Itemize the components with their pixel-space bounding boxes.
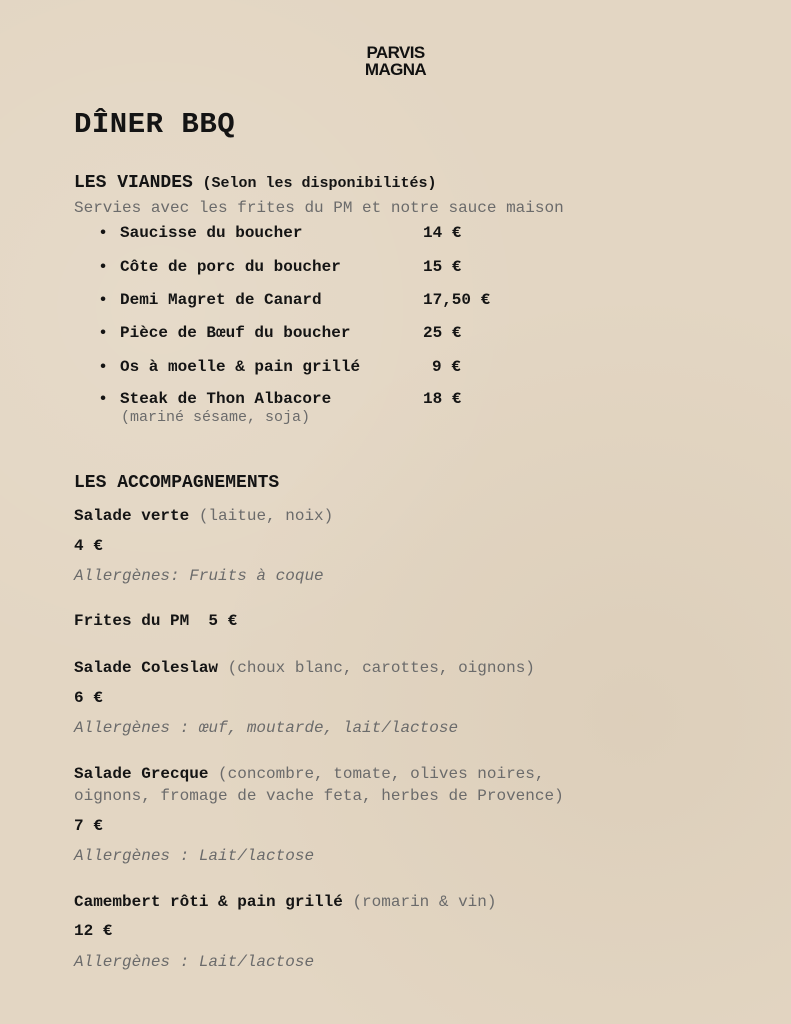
logo-line-2: MAGNA [364,60,427,79]
side-item-heading [74,892,496,912]
side-item-name: Salade Grecque [74,765,209,783]
side-item-allergens: Allergènes: Fruits à coque [74,567,324,585]
side-item-price: 12 € [74,922,113,940]
meat-item-price: 9 € [432,358,461,376]
bullet-icon: • [98,324,108,342]
meat-item-name: Côte de porc du boucher [120,258,341,276]
side-item-price: 5 € [208,612,238,630]
bullet-icon: • [98,358,108,376]
brand-logo [0,44,791,78]
side-item-detail: (laitue, noix) [198,507,334,525]
meat-item-name: Pièce de Bœuf du boucher [120,324,351,342]
bullet-icon: • [98,224,108,242]
side-item-name: Frites du PM [74,612,190,630]
sides-section-title: LES ACCOMPAGNEMENTS [74,473,280,493]
meat-item-name: Saucisse du boucher [120,224,303,242]
meat-item-price: 17,50 € [423,291,491,309]
bullet-icon: • [98,390,108,408]
side-item-detail: (choux blanc, carottes, oignons) [227,659,535,677]
meats-section-header [74,172,436,194]
meat-item-detail: (mariné sésame, soja) [121,409,311,426]
meats-section-note: (Selon les disponibilités) [202,175,437,192]
meat-item-name: Demi Magret de Canard [120,291,322,309]
meats-subtitle: Servies avec les frites du PM et notre sauce maison [74,199,564,217]
meat-item [96,357,536,377]
meat-item-price: 14 € [423,224,462,242]
meat-item [96,290,536,310]
meat-item-price: 18 € [423,390,462,408]
side-item-detail: (concombre, tomate, olives noires, [218,765,545,783]
meat-item-name: Os à moelle & pain grillé [120,358,361,376]
side-item-heading [74,658,535,678]
side-item-price: 6 € [74,689,103,707]
side-item-price: 4 € [74,537,103,555]
bullet-icon: • [98,291,108,309]
meat-item-name: Steak de Thon Albacore [120,390,332,408]
side-item-heading [74,764,544,784]
side-item-allergens: Allergènes : œuf, moutarde, lait/lactose [74,719,459,737]
side-item-price: 7 € [74,817,103,835]
side-item-heading [74,506,333,526]
meat-item-price: 15 € [423,258,462,276]
side-item-name: Camembert rôti & pain grillé [74,893,343,911]
side-item-allergens: Allergènes : Lait/lactose [74,953,315,971]
meats-section-title: LES VIANDES [74,173,193,193]
meat-item-price: 25 € [423,324,462,342]
meat-item [96,257,536,277]
side-item-allergens: Allergènes : Lait/lactose [74,847,315,865]
bullet-icon: • [98,258,108,276]
side-item-name: Salade Coleslaw [74,659,219,677]
meat-item [96,223,536,243]
side-item-detail-continued: oignons, fromage de vache feta, herbes de Provence) [74,787,564,805]
side-item-heading [74,611,237,631]
page-title: DÎNER BBQ [74,108,236,141]
meat-item [96,323,536,343]
side-item-detail: (romarin & vin) [352,893,497,911]
logo-line-1: PARVIS [366,43,425,62]
side-item-name: Salade verte [74,507,190,525]
